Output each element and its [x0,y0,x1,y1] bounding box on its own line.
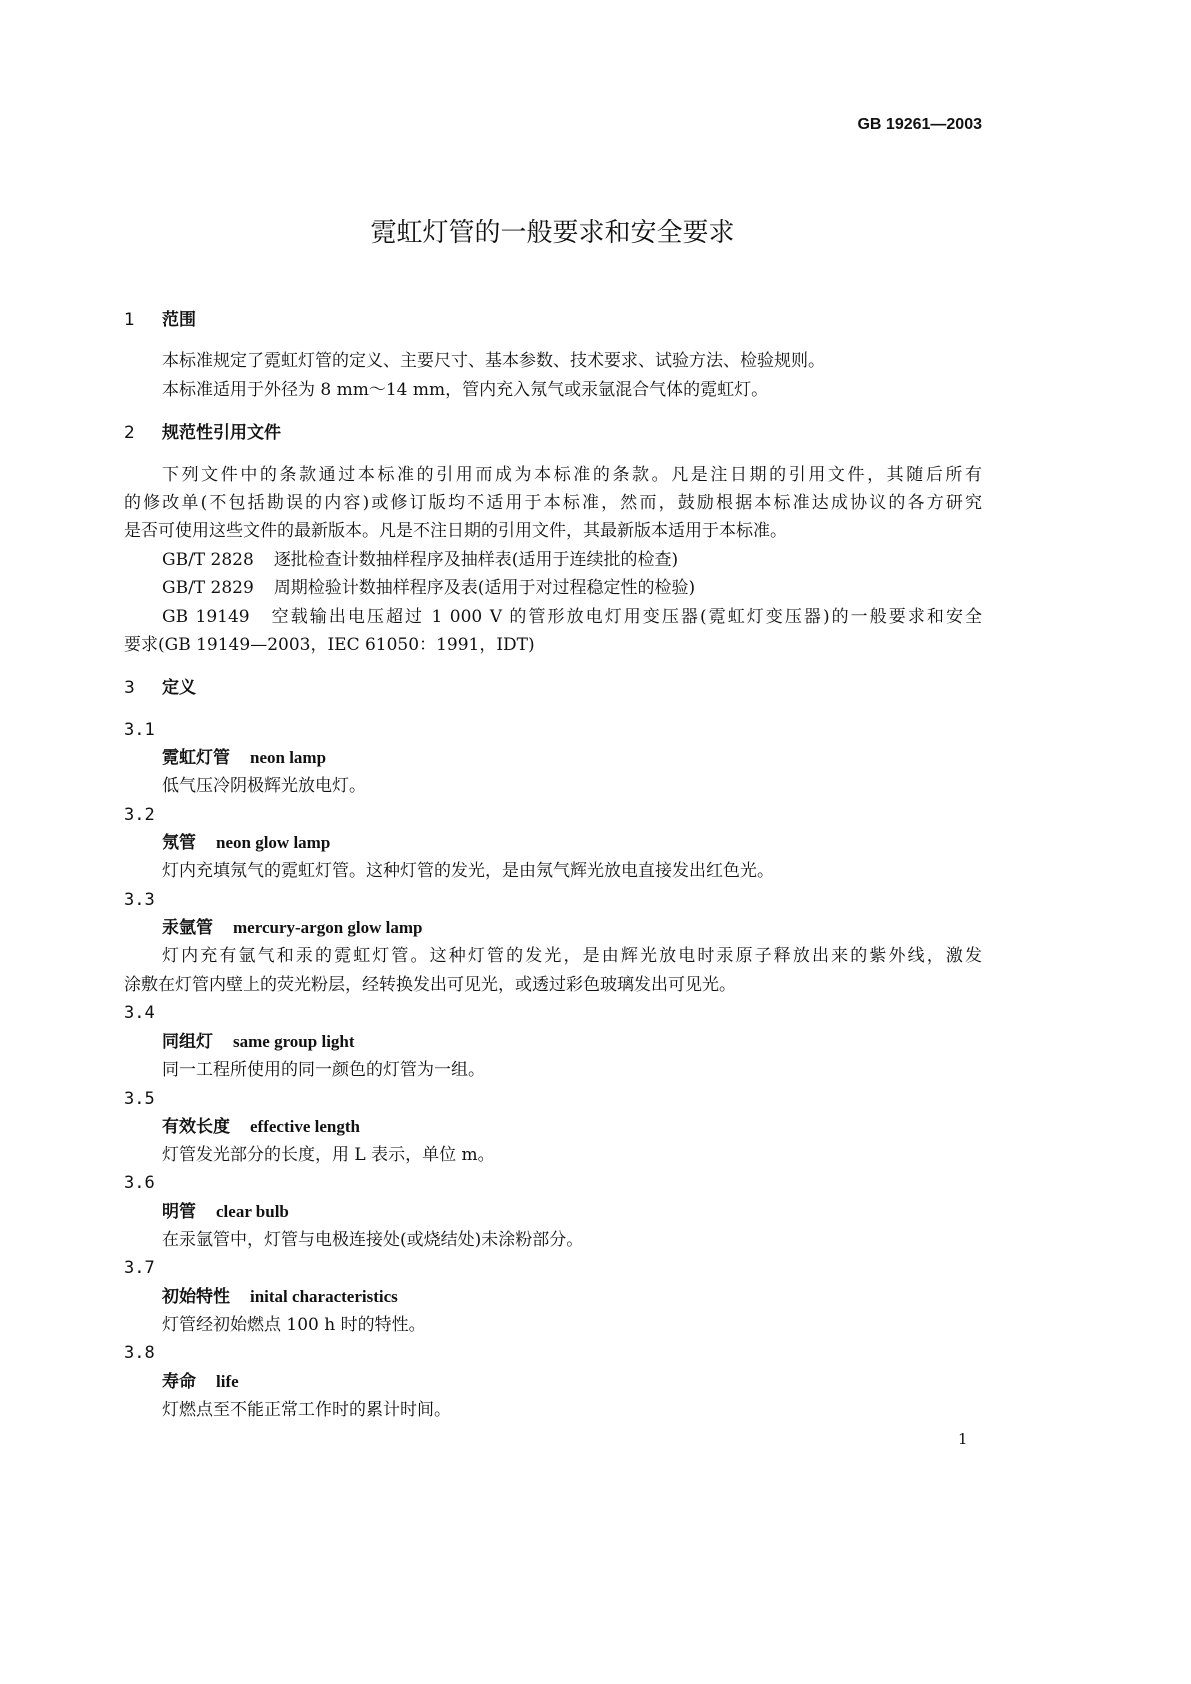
paragraph: 本标准适用于外径为 8 mm～14 mm，管内充入氖气或汞氩混合气体的霓虹灯。 [162,380,769,400]
definition: 灯内充有氩气和汞的霓虹灯管。这种灯管的发光，是由辉光放电时汞原子释放出来的紫外线，激发 [162,946,982,966]
term-en: inital characteristics [250,1287,398,1306]
reference-item [162,603,982,631]
section-number: 2 [124,423,135,443]
term [162,1368,1020,1396]
clause-number: 3.5 [124,1089,155,1109]
reference-title: 空载输出电压超过 1 000 V 的管形放电灯用变压器(霓虹灯变压器)的一般要求和安全 [269,607,982,627]
page-number: 1 [958,1430,968,1448]
definition: 灯管发光部分的长度，用 L 表示，单位 m。 [162,1145,495,1165]
paragraph-line: 的修改单(不包括勘误的内容)或修订版均不适用于本标准，然而，鼓励根据本标准达成协议的各方研究 [124,493,982,513]
reference-code: GB/T 2828 [162,550,254,570]
clause-number: 3.1 [124,720,155,740]
term-zh: 初始特性 [162,1287,230,1307]
term-zh: 明管 [162,1202,196,1222]
section-1-heading [124,306,982,334]
definition: 低气压冷阴极辉光放电灯。 [162,776,366,796]
term-en: neon lamp [250,748,327,767]
term [162,1283,1020,1311]
section-number: 1 [124,310,135,330]
reference-title: 逐批检查计数抽样程序及抽样表(适用于连续批的检查) [273,550,679,570]
term-en: neon glow lamp [216,833,331,852]
term-en: mercury-argon glow lamp [233,918,423,937]
term-zh: 同组灯 [162,1032,213,1052]
clause-number: 3.6 [124,1173,155,1193]
clause-number: 3.3 [124,890,155,910]
term-en: clear bulb [216,1202,289,1221]
definition: 灯内充填氖气的霓虹灯管。这种灯管的发光，是由氖气辉光放电直接发出红色光。 [162,861,774,881]
section-2-heading [124,419,982,447]
term [162,1198,1020,1226]
term [162,914,1020,942]
definition: 灯燃点至不能正常工作时的累计时间。 [162,1400,451,1420]
term-en: effective length [250,1117,360,1136]
term [162,829,1020,857]
term [162,1113,1020,1141]
standard-number: GB 19261—2003 [857,116,982,133]
clause-number: 3.2 [124,805,155,825]
document-title: 霓虹灯管的一般要求和安全要求 [370,218,735,248]
paragraph-line: 是否可使用这些文件的最新版本。凡是不注日期的引用文件，其最新版本适用于本标准。 [124,521,787,541]
reference-code: GB 19149 [162,607,250,627]
definition: 同一工程所使用的同一颜色的灯管为一组。 [162,1060,485,1080]
section-title: 范围 [162,310,196,330]
reference-continuation: 要求(GB 19149—2003，IEC 61050：1991，IDT) [124,635,535,655]
definition: 涂敷在灯管内壁上的荧光粉层，经转换发出可见光，或透过彩色玻璃发出可见光。 [124,975,736,995]
clause-number: 3.8 [124,1343,155,1363]
reference-code: GB/T 2829 [162,578,254,598]
reference-title: 周期检验计数抽样程序及表(适用于对过程稳定性的检验) [273,578,696,598]
paragraph-line: 下列文件中的条款通过本标准的引用而成为本标准的条款。凡是注日期的引用文件，其随后所有 [162,465,982,485]
term [162,1028,1020,1056]
term-zh: 霓虹灯管 [162,748,230,768]
reference-item [162,574,982,602]
term-zh: 氖管 [162,833,196,853]
term [162,744,1020,772]
reference-item [162,546,982,574]
definition: 在汞氩管中，灯管与电极连接处(或烧结处)未涂粉部分。 [162,1230,584,1250]
term-zh: 汞氩管 [162,918,213,938]
term-en: same group light [233,1032,355,1051]
section-3-heading [124,674,982,702]
term-zh: 寿命 [162,1372,196,1392]
section-title: 规范性引用文件 [162,423,281,443]
clause-number: 3.7 [124,1258,155,1278]
definition: 灯管经初始燃点 100 h 时的特性。 [162,1315,426,1335]
section-number: 3 [124,678,135,698]
paragraph: 本标准规定了霓虹灯管的定义、主要尺寸、基本参数、技术要求、试验方法、检验规则。 [162,351,825,371]
term-zh: 有效长度 [162,1117,230,1137]
clause-number: 3.4 [124,1003,155,1023]
term-en: life [216,1372,239,1391]
section-title: 定义 [162,678,196,698]
